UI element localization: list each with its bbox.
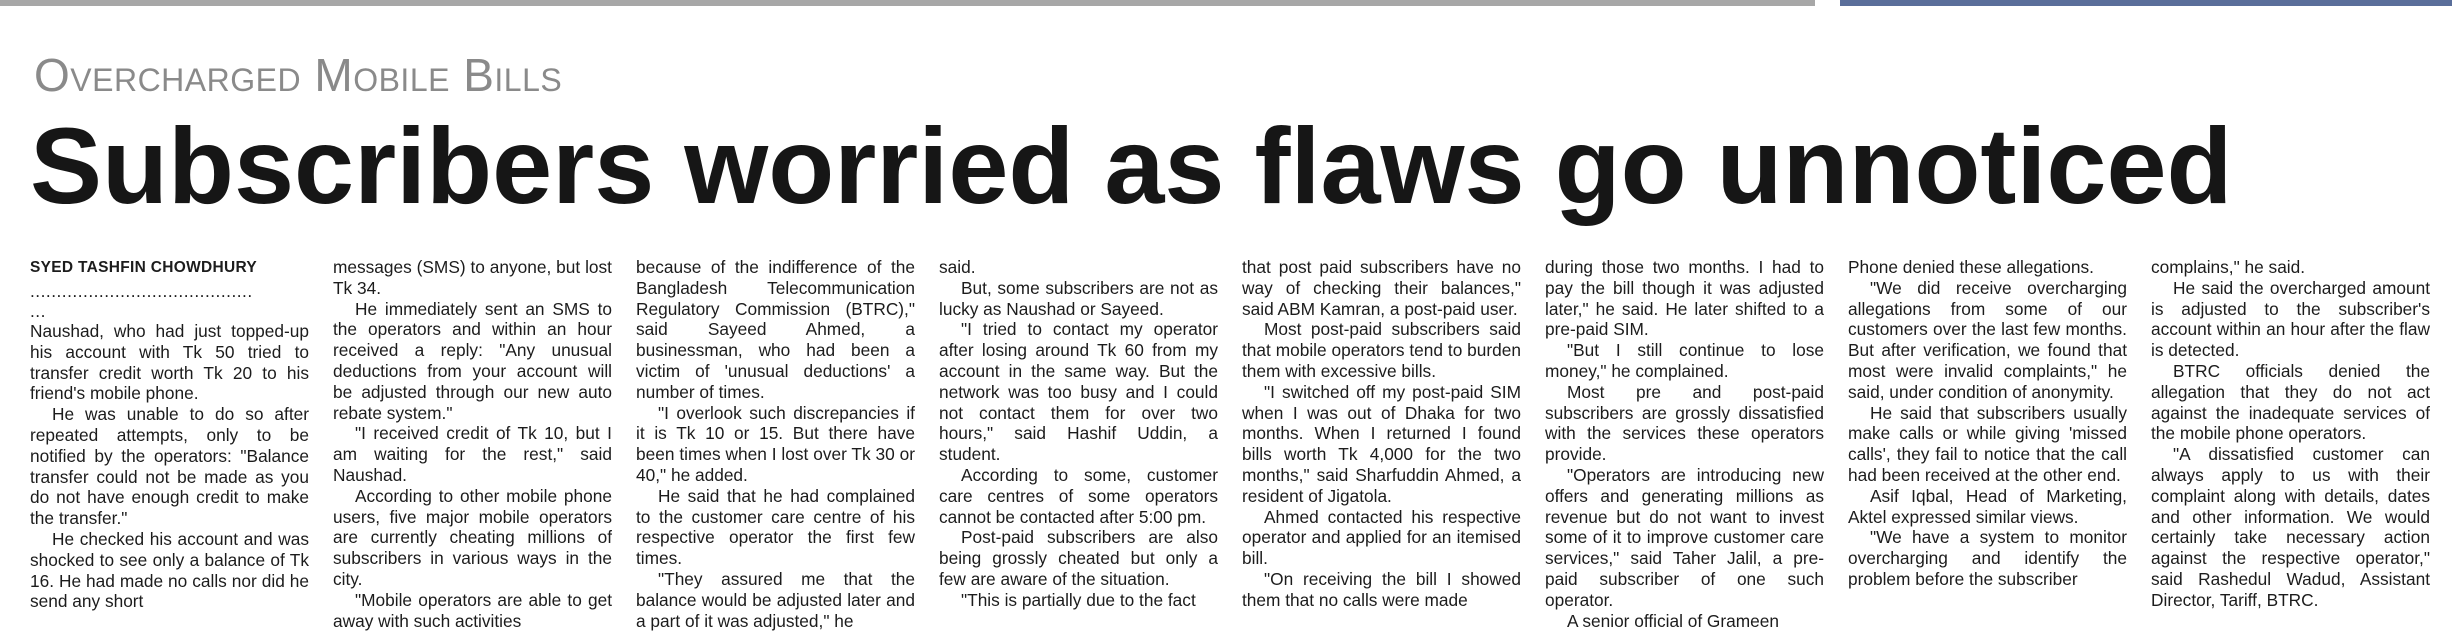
paragraph: He said the overcharged amount is adjusted to the subscriber's account within an hour after the flaw is detected. bbox=[2151, 277, 2430, 361]
article-column-2 bbox=[333, 257, 612, 643]
top-rule-gray bbox=[0, 0, 1815, 6]
article-column-5 bbox=[1242, 257, 1521, 643]
article-column-7 bbox=[1848, 257, 2127, 643]
paragraph: because of the indifference of the Bangladesh Telecommunication Regulatory Commission (BTRC)," said Sayeed Ahmed, a businessman, who had been a victim of 'unusual deductions' a number of times. bbox=[636, 257, 915, 402]
paragraph: Ahmed contacted his respective operator and applied for an itemised bill. bbox=[1242, 506, 1521, 569]
paragraph: that post paid subscribers have no way of checking their balances," said ABM Kamran, a post-paid user. bbox=[1242, 257, 1521, 319]
paragraph: He said that subscribers usually make calls or while giving 'missed calls', they fail to notice that the call had been received at the other end. bbox=[1848, 402, 2127, 485]
paragraph: "I overlook such discrepancies if it is Tk 10 or 15. But there have been times when I lost over Tk 30 or 40," he added. bbox=[636, 402, 915, 485]
article-column-4 bbox=[939, 257, 1218, 643]
paragraph: "Operators are introducing new offers and generating millions as revenue but do not want to invest some of it to improve customer care services," said Taher Jalil, a pre-paid subscriber of one such operator. bbox=[1545, 464, 1824, 610]
top-rule-blue bbox=[1840, 0, 2452, 6]
article-column-8 bbox=[2151, 257, 2430, 643]
byline-separator: .......................................... bbox=[30, 281, 253, 301]
article-column-1 bbox=[30, 257, 309, 643]
article-column-6 bbox=[1545, 257, 1824, 643]
paragraph: said. bbox=[939, 257, 976, 277]
section-kicker: Overcharged Mobile Bills bbox=[34, 49, 563, 101]
headline: Subscribers worried as flaws go unnoticed bbox=[30, 105, 2233, 226]
paragraph: during those two months. I had to pay the bill though it was adjusted later," he said. He later shifted to a pre-paid SIM. bbox=[1545, 257, 1824, 340]
paragraph: "I switched off my post-paid SIM when I was out of Dhaka for two months. When I returned I found bills worth Tk 4,000 for the two months," said Sharfuddin Ahmed, a resident of Jigatola. bbox=[1242, 381, 1521, 506]
paragraph: BTRC officials denied the allegation that they do not act against the inadequate services of the mobile phone operators. bbox=[2151, 360, 2430, 444]
paragraph: "Mobile operators are able to get away with such activities bbox=[333, 589, 612, 631]
byline-separator-2: ... bbox=[30, 301, 46, 321]
paragraph: "This is partially due to the fact bbox=[961, 589, 1196, 610]
paragraph: "We did receive overcharging allegations from some of our customers over the last few months. But after verification, we found that most were invalid complaints," he said, under condition of anonymity. bbox=[1848, 277, 2127, 402]
paragraph: He was unable to do so after repeated attempts, only to be notified by the operators: "Balance transfer could not be made as you do not have enough credit to make the transfer." bbox=[30, 404, 309, 529]
byline: SYED TASHFIN CHOWDHURY bbox=[30, 259, 258, 276]
paragraph: He checked his account and was shocked to see only a balance of Tk 16. He had made no calls nor did he send any short bbox=[30, 528, 309, 612]
paragraph: "I tried to contact my operator after losing around Tk 60 from my account in the same way. But the network was too busy and I could not contact them for over two hours," said Hashif Uddin, a student. bbox=[939, 319, 1218, 465]
paragraph: "I received credit of Tk 10, but I am waiting for the rest," said Naushad. bbox=[333, 423, 612, 485]
paragraph: Naushad, who had just topped-up his account with Tk 50 tried to transfer credit worth Tk 20 to his friend's mobile phone. bbox=[30, 321, 309, 404]
paragraph: complains," he said. bbox=[2151, 257, 2306, 277]
paragraph: "We have a system to monitor overcharging and identify the problem before the subscriber bbox=[1848, 527, 2127, 589]
paragraph: According to some, customer care centres of some operators cannot be contacted after 5:00 pm. bbox=[939, 464, 1218, 527]
paragraph: "On receiving the bill I showed them that no calls were made bbox=[1242, 568, 1521, 610]
paragraph: A senior official of Grameen bbox=[1567, 610, 1779, 631]
paragraph: Most post-paid subscribers said that mobile operators tend to burden them with excessive bills. bbox=[1242, 319, 1521, 381]
paragraph: messages (SMS) to anyone, but lost Tk 34. bbox=[333, 257, 612, 298]
paragraph: "A dissatisfied customer can always apply to us with their complaint along with details, dates and other information. We would certainly take necessary action against the respective operator," said Rashedul Wadud, Assistant Director, Tariff, BTRC. bbox=[2151, 444, 2430, 610]
paragraph: Most pre and post-paid subscribers are grossly dissatisfied with the services these operators provide. bbox=[1545, 381, 1824, 465]
article-column-3 bbox=[636, 257, 915, 643]
paragraph: Asif Iqbal, Head of Marketing, Aktel expressed similar views. bbox=[1848, 485, 2127, 527]
article-columns bbox=[30, 257, 2430, 643]
paragraph: But, some subscribers are not as lucky as Naushad or Sayeed. bbox=[939, 277, 1218, 319]
paragraph: "They assured me that the balance would be adjusted later and a part of it was adjusted," he bbox=[636, 568, 915, 631]
paragraph: "But I still continue to lose money," he complained. bbox=[1545, 340, 1824, 381]
paragraph: He said that he had complained to the customer care centre of his respective operator the first few times. bbox=[636, 485, 915, 569]
paragraph: He immediately sent an SMS to the operators and within an hour received a reply: "Any unusual deductions from your account will be adjusted through our new auto rebate system." bbox=[333, 298, 612, 423]
paragraph: Post-paid subscribers are also being grossly cheated but only a few are aware of the situation. bbox=[939, 527, 1218, 589]
paragraph: According to other mobile phone users, five major mobile operators are currently cheating millions of subscribers in various ways in the city. bbox=[333, 485, 612, 589]
paragraph: Phone denied these allegations. bbox=[1848, 257, 2094, 277]
